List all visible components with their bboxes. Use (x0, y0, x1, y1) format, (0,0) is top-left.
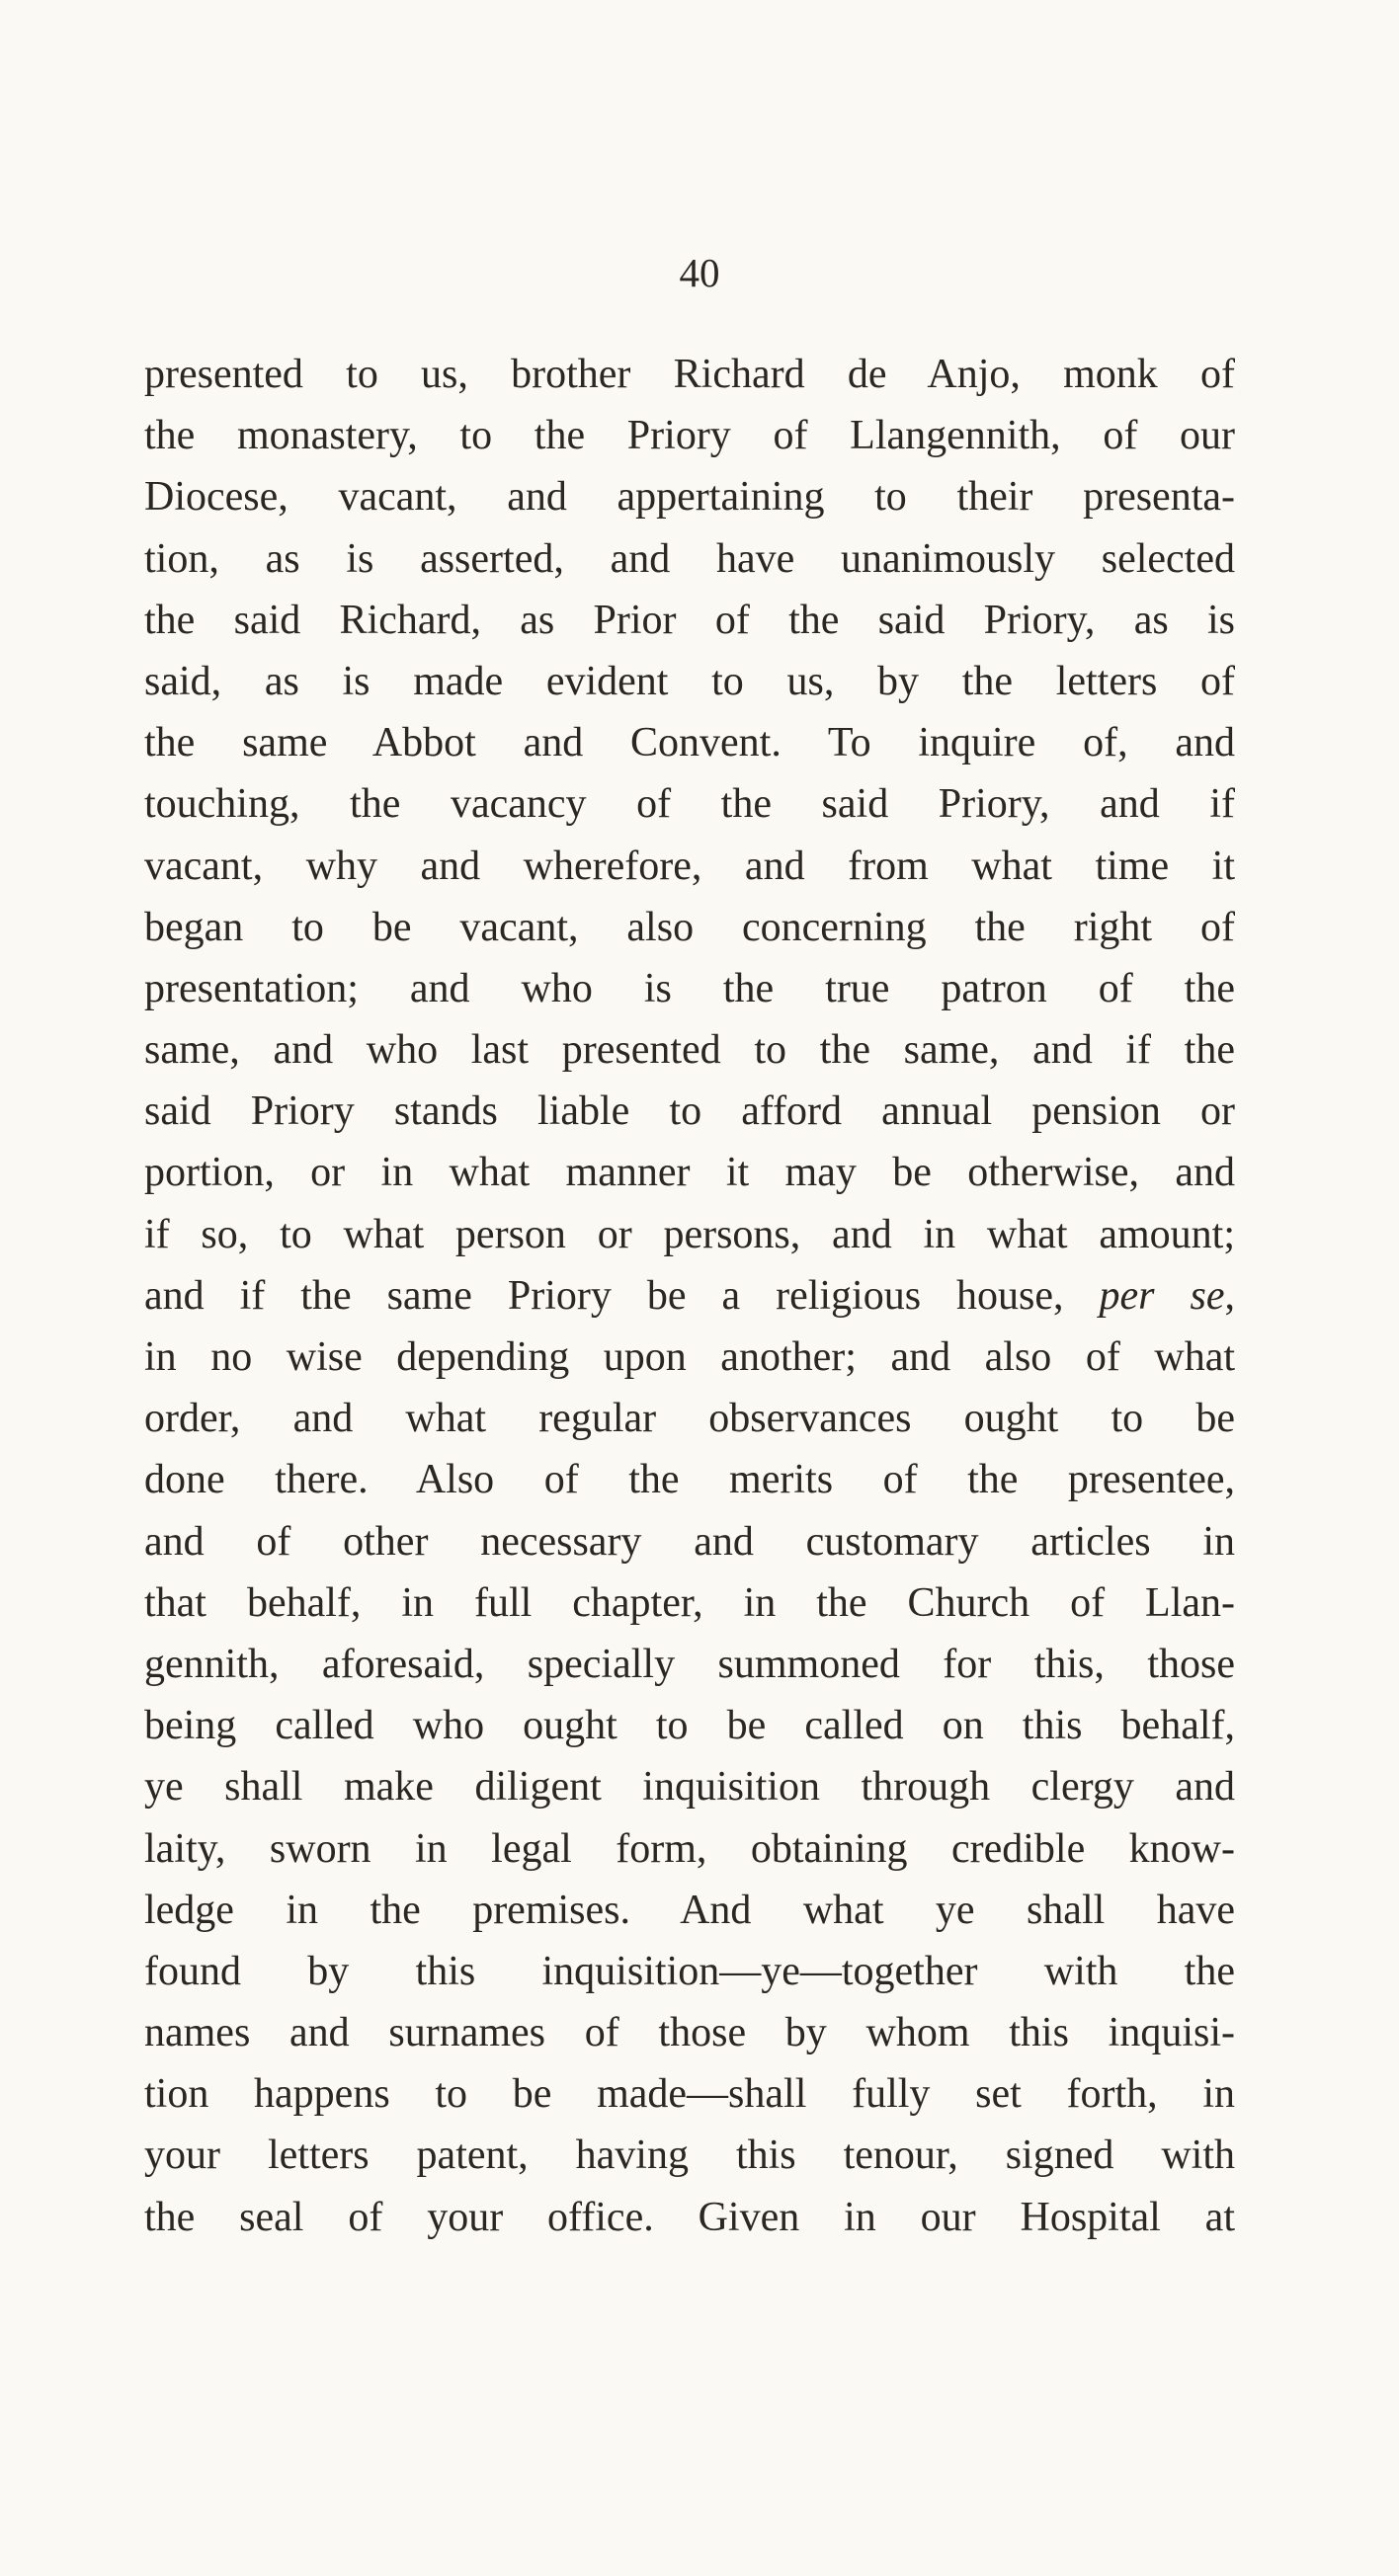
text-line: your letters patent, having this tenour, signed with (144, 2133, 1235, 2179)
text-line: laity, sworn in legal form, obtaining credible know- (144, 1825, 1235, 1872)
text-line: Diocese, vacant, and appertaining to their presenta- (144, 474, 1235, 521)
text-line: gennith, aforesaid, specially summoned for this, those (144, 1641, 1235, 1687)
text-line: vacant, why and wherefore, and from what time it (144, 843, 1235, 889)
text-line: tion happens to be made—shall fully set forth, in (144, 2071, 1235, 2118)
text-line: that behalf, in full chapter, in the Church of Llan- (144, 1579, 1235, 1626)
text-line: presentation; and who is the true patron of the (144, 965, 1235, 1011)
text-line: presented to us, brother Richard de Anjo, monk of (144, 352, 1235, 397)
text-line: being called who ought to be called on this behalf, (144, 1703, 1235, 1749)
text-line: said Priory stands liable to afford annual pension or (144, 1088, 1235, 1135)
text-line: found by this inquisition—ye—together with the (144, 1948, 1235, 1994)
text-segment: and if the same Priory be a religious house, (144, 1272, 1100, 1319)
text-line: if so, to what person or persons, and in what amount; (144, 1211, 1235, 1257)
page-number: 40 (679, 250, 720, 295)
text-segment: , (1224, 1272, 1235, 1319)
text-line-with-italic (144, 1265, 1235, 1327)
text-line: order, and what regular observances ought to be (144, 1396, 1235, 1442)
text-line: and of other necessary and customary articles in (144, 1518, 1235, 1565)
text-line: in no wise depending upon another; and also of what (144, 1334, 1235, 1380)
italic-phrase: per se (1099, 1272, 1225, 1319)
text-line: the monastery, to the Priory of Llangennith, of our (144, 413, 1235, 459)
text-line: ledge in the premises. And what ye shall have (144, 1887, 1235, 1933)
body-text (144, 344, 1235, 2248)
text-line: began to be vacant, also concerning the right of (144, 904, 1235, 950)
text-line: done there. Also of the merits of the presentee, (144, 1457, 1235, 1503)
text-line: the seal of your office. Given in our Hospital at (144, 2194, 1235, 2240)
text-line: portion, or in what manner it may be otherwise, and (144, 1150, 1235, 1196)
text-line: touching, the vacancy of the said Priory, and if (144, 781, 1235, 828)
text-line: said, as is made evident to us, by the letters of (144, 658, 1235, 704)
text-line: tion, as is asserted, and have unanimously selected (144, 535, 1235, 582)
text-line: ye shall make diligent inquisition through clergy and (144, 1764, 1235, 1811)
text-line: names and surnames of those by whom this inquisi- (144, 2010, 1235, 2056)
text-line: the same Abbot and Convent. To inquire of, and (144, 720, 1235, 766)
text-line: same, and who last presented to the same, and if the (144, 1027, 1235, 1074)
text-line: the said Richard, as Prior of the said Priory, as is (144, 597, 1235, 643)
